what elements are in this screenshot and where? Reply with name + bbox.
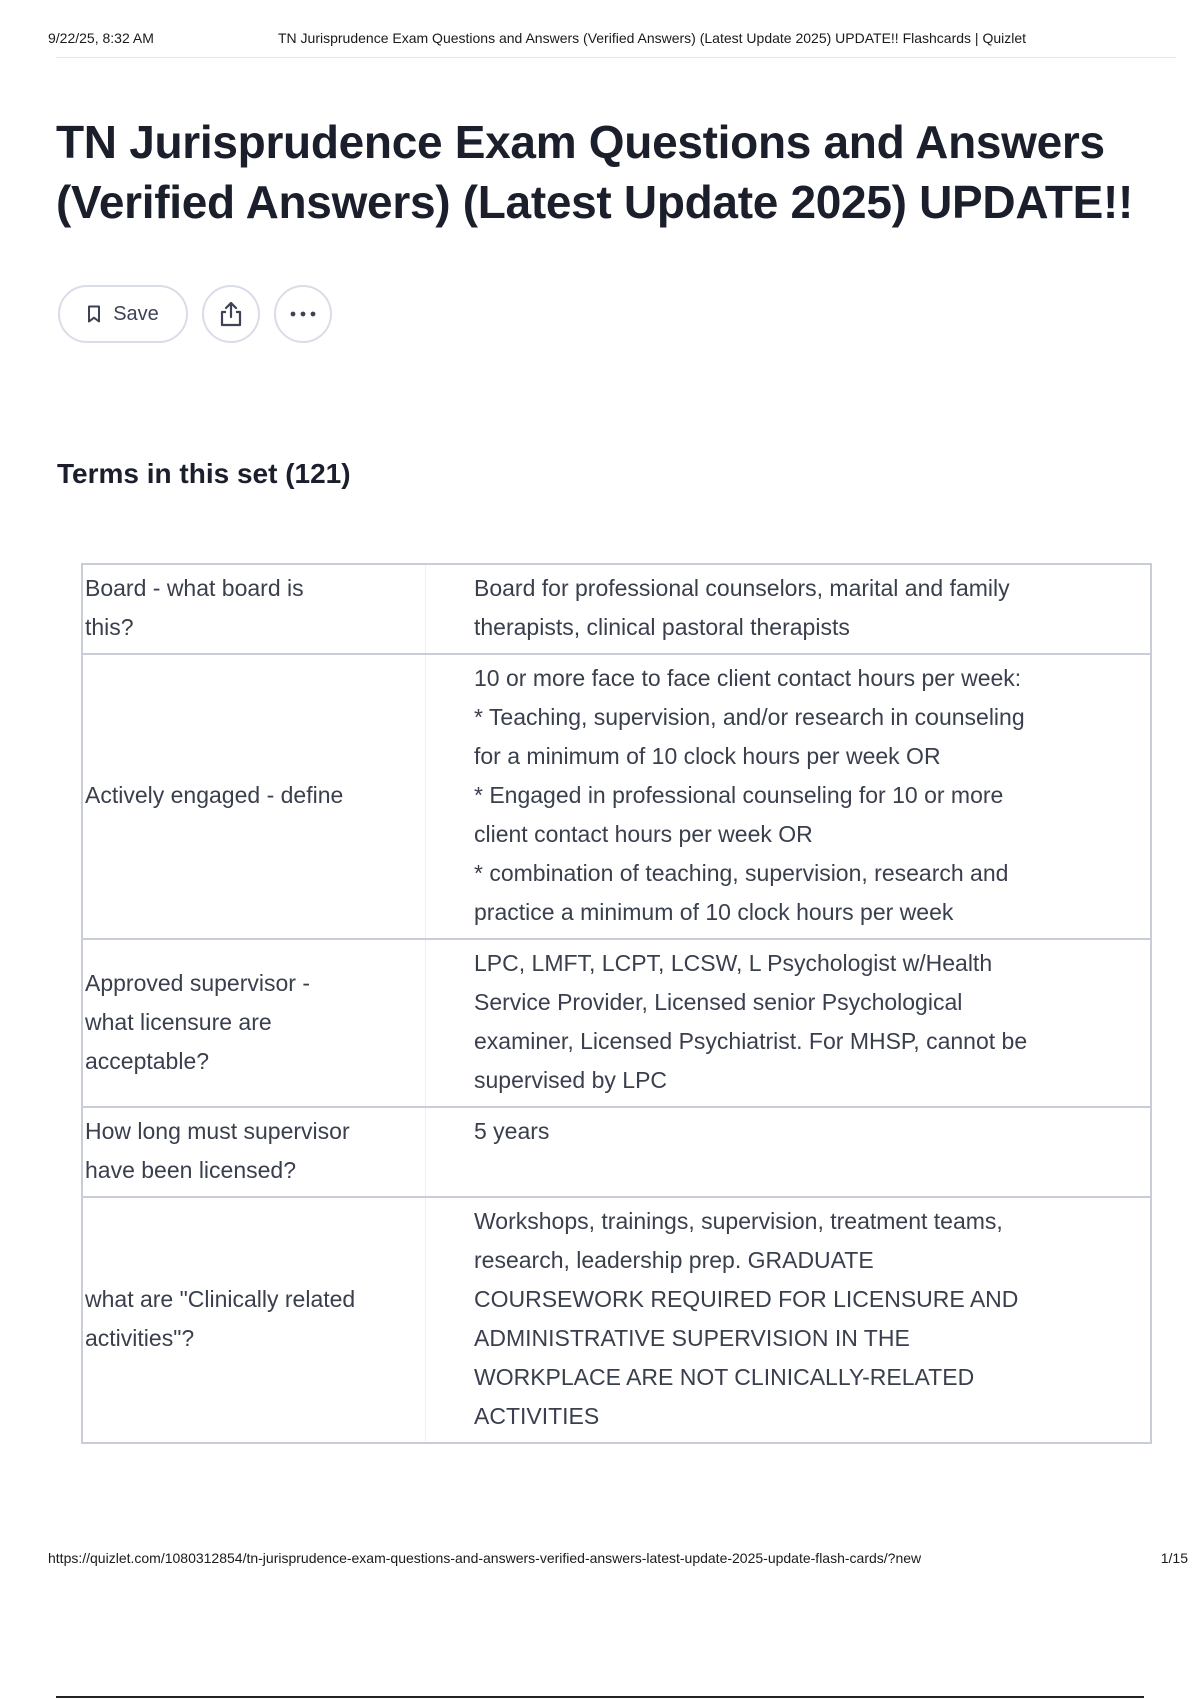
definition-text: Board for professional counselors, marital and family — [474, 575, 1010, 601]
term-row — [82, 654, 1151, 939]
term-text: Board - what board is — [85, 575, 304, 601]
print-page-title: TN Jurisprudence Exam Questions and Answers (Verified Answers) (Latest Update 2025) UPDATE!! Flashcards | Quizlet — [278, 30, 1027, 46]
definition-text: 5 years — [474, 1118, 550, 1144]
save-button-label: Save — [113, 302, 159, 325]
page-number: 1/15 — [1160, 1550, 1188, 1566]
definition-text: supervised by LPC — [474, 1067, 668, 1093]
definition-text: * Engaged in professional counseling for 10 or more — [474, 782, 1004, 808]
header-divider — [56, 57, 1176, 58]
set-title — [56, 112, 1176, 232]
definition-text: therapists, clinical pastoral therapists — [474, 614, 850, 640]
share-button[interactable] — [202, 285, 260, 343]
definition-text: practice a minimum of 10 clock hours per week — [474, 899, 954, 925]
definition-cell — [426, 1107, 1152, 1197]
definition-cell — [426, 654, 1152, 939]
term-text: have been licensed? — [85, 1157, 296, 1183]
term-cell — [82, 564, 426, 654]
term-row — [82, 1107, 1151, 1197]
term-text: this? — [85, 614, 134, 640]
term-row — [82, 1197, 1151, 1443]
definition-text: Service Provider, Licensed senior Psychological — [474, 989, 963, 1015]
term-text: what licensure are — [85, 1008, 272, 1035]
print-footer — [48, 1550, 1188, 1566]
more-options-button[interactable] — [274, 285, 332, 343]
definition-text: Workshops, trainings, supervision, treatment teams, — [474, 1208, 1003, 1234]
definition-text: COURSEWORK REQUIRED FOR LICENSURE AND — [474, 1286, 1019, 1312]
definition-cell — [426, 939, 1152, 1107]
term-row — [82, 564, 1151, 654]
definition-text: 10 or more face to face client contact hours per week: — [474, 665, 1022, 691]
terms-heading: Terms in this set (121) — [57, 458, 351, 489]
definition-text: LPC, LMFT, LCPT, LCSW, L Psychologist w/Health — [474, 950, 993, 976]
set-actions — [58, 285, 332, 343]
term-row — [82, 939, 1151, 1107]
page-bottom-rule — [56, 1696, 1144, 1698]
definition-cell — [426, 564, 1152, 654]
more-options-icon — [290, 311, 316, 317]
term-text: Actively engaged - define — [85, 782, 344, 808]
set-title-line-1: TN Jurisprudence Exam Questions and Answers — [56, 116, 1105, 168]
term-text: what are "Clinically related — [85, 1286, 356, 1312]
print-datetime: 9/22/25, 8:32 AM — [48, 30, 154, 46]
term-text: How long must supervisor — [85, 1118, 350, 1144]
definition-text: * combination of teaching, supervision, research and — [474, 860, 1009, 886]
term-text: activities"? — [85, 1325, 195, 1351]
definition-text: WORKPLACE ARE NOT CLINICALLY-RELATED — [474, 1364, 975, 1390]
share-icon — [218, 300, 244, 328]
definition-text: * Teaching, supervision, and/or research in counseling — [474, 704, 1025, 730]
term-text: acceptable? — [85, 1047, 210, 1074]
term-cell — [82, 939, 426, 1107]
definition-text: examiner, Licensed Psychiatrist. For MHSP, cannot be — [474, 1028, 1028, 1054]
term-text: Approved supervisor - — [85, 969, 310, 996]
save-button[interactable] — [58, 285, 188, 343]
term-cell — [82, 1197, 426, 1443]
set-title-line-2: (Verified Answers) (Latest Update 2025) UPDATE!! — [56, 176, 1134, 228]
definition-text: ADMINISTRATIVE SUPERVISION IN THE — [474, 1325, 910, 1351]
definition-text: for a minimum of 10 clock hours per week OR — [474, 743, 941, 769]
definition-cell — [426, 1197, 1152, 1443]
page-url: https://quizlet.com/1080312854/tn-jurisprudence-exam-questions-and-answers-verified-answers-latest-update-2025-update-flash-cards/?new — [48, 1550, 922, 1566]
bookmark-icon — [87, 305, 101, 323]
definition-text: ACTIVITIES — [474, 1403, 600, 1429]
term-cell — [82, 1107, 426, 1197]
term-cell — [82, 654, 426, 939]
definition-text: client contact hours per week OR — [474, 821, 813, 847]
terms-table — [81, 563, 1152, 1444]
definition-text: research, leadership prep. GRADUATE — [474, 1247, 874, 1273]
